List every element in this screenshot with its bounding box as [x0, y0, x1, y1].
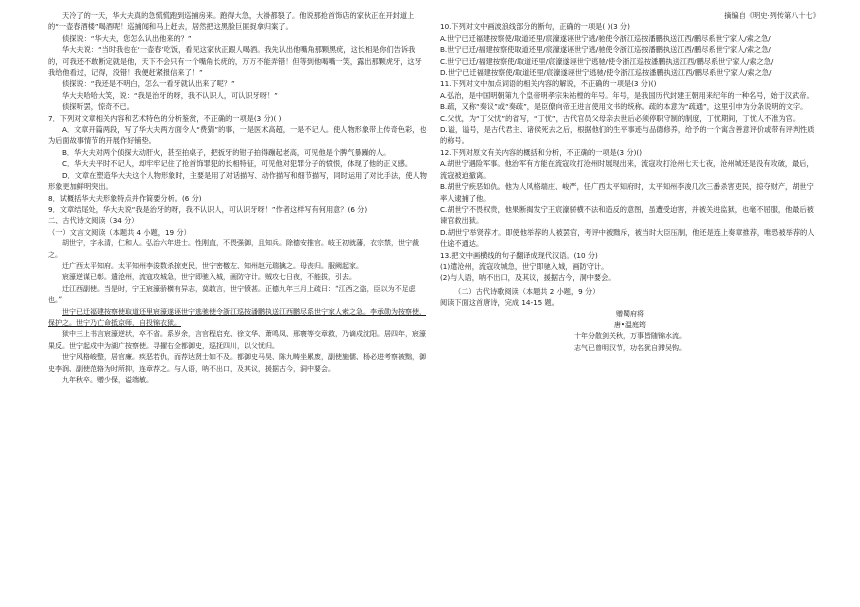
poem-author: 唐•温庭筠 — [613, 320, 647, 329]
section-2-heading: 二、古代诗文阅读（34 分） — [48, 216, 139, 226]
classical-wavy-paragraph: 世宁已迁福建按察使取道还里宸濠遂诬世宁逃驰使令浙江巡按潘鹏执送江西鹏尽系世宁家人索之急。李承勋为按察使，保护之。世宁乃亡命抵京师，自投锦衣狱。 — [48, 307, 426, 327]
question-10-option: B.世宁已迁/福建按察使取道还里/宸濠遂诬世宁逃/驰使令浙江巡按潘鹏执送江西/鹏尽系世宁家人/索之急/ — [440, 45, 771, 55]
story-paragraph: 天冷了的一天，华大夫真的急慌慌跑到巡捕房来。跑得大急，大褂都裂了。他说那抢首饰店的家伙正在开封道上的“一壶春酒楼”喝酒呢！巡捕闻和马上赶去，居然把这黑脸巨匪捉拿归案了。 — [48, 11, 415, 32]
story-paragraph: 侦探说：“华大夫，您怎么认出他来的？” — [62, 33, 192, 43]
classical-paragraph: 九年秋卒。赠少保，谥端敏。 — [62, 376, 153, 384]
poem-title: 赠蜀府将 — [616, 309, 644, 318]
classical-paragraph: 迁江西副使。当是时，宁王宸濠骄横有异志，莫敢言，世宁愤甚。正德九年三月上疏曰：“江西之盗，臣以为不足虑也。” — [48, 284, 416, 305]
question-12: 12.下列对原文有关内容的概括和分析，不正确的一项是(3 分)() — [440, 147, 643, 157]
question-7-stem: 7．下列对文章相关内容和艺术特色的分析鉴赏，不正确的一项是(3 分)( ) — [48, 113, 282, 123]
question-13-part-1: (1)遣沧州，流寇攻城急，世宁即驰入城，画防守计。 — [440, 261, 609, 271]
question-12-option: C.胡世宁不畏权贵，他果断揭发宁王宸濠骄横不法和造反的意图，虽遭受迫害，并被关进监狱，也毫不屈服，他最后被谏官救出狱。 — [440, 204, 814, 226]
question-11-option: D.谥，谥号，是古代君主、诸侯死去之后，根据他们的生平事迹与品德修养，给予的一个寓含善意评价或带有评判性质的称号。 — [440, 125, 815, 146]
question-11: 11.下列对文中加点词语的相关内容的解说，不正确的一项是(3 分)() — [440, 79, 657, 89]
question-12-option: D.胡世宁举贤荐才。即使他举荐的人被罢官，考评中被黜斥，被当时大臣压制，他还是连上奏章推荐，唯恐被举荐的人仕途不通达。 — [440, 227, 815, 249]
section-2-2-heading: （二）古代诗歌阅读（本题共 2 小题，9 分） — [454, 286, 600, 296]
classical-paragraph: 宸濠逆谋已彰。遣沧州，流寇攻城急，世宁即驰入城，画防守计。贼攻七日夜，不能拔，引去。 — [62, 273, 356, 282]
question-9: 9．文章结尾处，华大夫说“我是治牙的呀，我不认识人，可认识牙呀！”作者这样写有何用意？(6 分) — [48, 204, 368, 214]
poem-intro: 阅读下面这首唐诗，完成 14-15 题。 — [440, 298, 559, 308]
question-10-option: A.世宁已迁福建按察使/取道还里/宸濠遂诬世宁逃/驰使令浙江巡按潘鹏执送江西/鹏尽系世宁家人/索之急/ — [440, 33, 771, 43]
left-column — [48, 10, 428, 386]
story-paragraph: 侦探说：“我还是不明白，怎么一看牙就认出来了呢？” — [62, 79, 235, 89]
classical-paragraph: 胡世宁，字永清，仁和人。弘治六年进士。性刚直，不畏强御，且知兵。除德安推官。岐王初就藩，衣宗禁，世宁裁之。 — [48, 239, 419, 259]
question-11-option: B.疏，又称“奏议”或“奏疏”，是臣僚向帝王进言使用文书的统称。疏的本意为“疏通”，这里引申为分条说明的文字。 — [440, 102, 808, 112]
poem-line: 志气已曾明汉节，功名犹自滞吴钩。 — [574, 343, 686, 352]
section-2-1-heading: （一）文言文阅读（本题共 4 小题，19 分） — [48, 227, 191, 237]
question-7-option-c: C．华大夫平时不记人，却牢牢记住了抢首饰罪犯的长相特征，可见他对犯罪分子的愤恨，体现了他的正义感。 — [62, 159, 413, 169]
question-12-option: A.胡世宁遇险军事。他治军有方能在流寇攻打沧州时展现出来，流寇攻打沧州七天七夜，沧州城还是没有攻破，最后，流寇被迫撤离。 — [440, 159, 814, 180]
question-13: 13.把文中画横线的句子翻译成现代汉语。(10 分) — [440, 250, 598, 260]
question-7-option-b: B．华大夫对两个侦探大动肝火，甚至拍桌子，把扳牙的钳子拍得蹦起老高，可见他是个脾气暴躁的人。 — [62, 147, 391, 157]
story-paragraph: 华大夫哈哈大笑，说：“我是治牙的呀，我不认识人，可认识牙呀！” — [62, 90, 278, 100]
poem-line: 十年分散剑关秋，万事皆随锦水流。 — [574, 332, 686, 341]
classical-paragraph: 迁广西太平知府。太平知州李浚数杀掠吏民，世宁密檄左、知州赵元瑞擒之。母丧归。服阙起家。 — [62, 261, 363, 270]
question-10: 10.下列对文中画波浪线部分的断句，正确的一项是( )(3 分) — [440, 22, 630, 32]
classical-paragraph: 世宁风格峻整，居官廉。疾恶若仇，而荐达贤士如不及。都御史马昊、陈九畴坐累废，副使施儒、杨必进考察被黜，御史李润、副使范辂为时所抑，连章荐之。与人语，呐不出口，及其议，援据古今，洞中要会。 — [48, 353, 426, 373]
question-10-option: D.世宁已迁福建按察使/取道还里/宸濠遂诬世宁逃驰/使令浙江巡按潘鹏执送江西/鹏尽系世宁家人/索之急/ — [440, 68, 772, 78]
question-11-option: C.父忧，为“丁父忧”的省写，“丁忧”，古代官员父母亲去世后必须停职守制的制度，丁忧期间，丁忧人不准为官。 — [440, 113, 801, 123]
question-10-option: C.世宁已迁/福建按察使/取道还里/宸濠遂诬世宁逃驰/使令浙江巡按潘鹏执送江西/鹏尽系世宁家人/索之急/ — [440, 56, 774, 66]
story-paragraph: 侦探听罢，惊奇不已。 — [62, 102, 134, 112]
right-column — [440, 10, 820, 354]
question-12-option: B.胡世宁疾恶如仇。他为人风格端庄、峻严，任广西太平知府时，太平知州李浚几次三番杀害吏民，掠夺财产，胡世宁率人逮捕了他。 — [440, 182, 814, 203]
question-8: 8．试概括华大夫形象特点并作简要分析。(6 分) — [48, 193, 202, 203]
question-7-option-d: D．文章在塑造华大夫这个人物形象时，主要是用了对话描写、动作描写和细节描写，同时运用了对比手法，使人物形象更加鲜明突出。 — [48, 170, 427, 192]
question-7-option-a: A．文章开篇两段，写了华大夫两方面令人“费猜”的事，一是医术高超，一是不记人。使人物形象带上传奇色彩，也为后面故事情节的开展作好铺垫。 — [48, 125, 427, 146]
question-11-option: A.弘治，是中国明朝第九个皇帝明孝宗朱祐樘的年号。年号，是我国历代封建王朝用来纪年的一种名号，始于汉武帝。 — [440, 90, 814, 100]
source-citation: 摘编自《明史·列传第八十七》 — [724, 11, 820, 20]
story-paragraph: 华大夫说：“当时我也在‘一壶春’吃饭，看见这家伙正跟人喝酒。我先认出他嘴角那颗黑疣，这长相是你们告诉我的，可我还不敢断定就是他，天下不会只有一个嘴角长疣的，万万不能弄错！但等到他喝嘴一笑，露出那颗虎牙，这牙我给他看过，记得，没错！我便赶紧报信来了！” — [48, 45, 422, 78]
classical-paragraph: 狱中三上书言宸濠逆状，卒不省。系岁余，言官程启充、徐文华、萧鸣凤、邢寰等交章救，乃谪戍沈阳。居四年，宸濠果反。世宁起戍中为湖广按察使。寻擢右佥都御史，巡抚四川，以父忧归。 — [48, 330, 426, 350]
question-13-part-2: (2)与人语，呐不出口，及其议，援据古今，洞中要会。 — [440, 273, 616, 283]
